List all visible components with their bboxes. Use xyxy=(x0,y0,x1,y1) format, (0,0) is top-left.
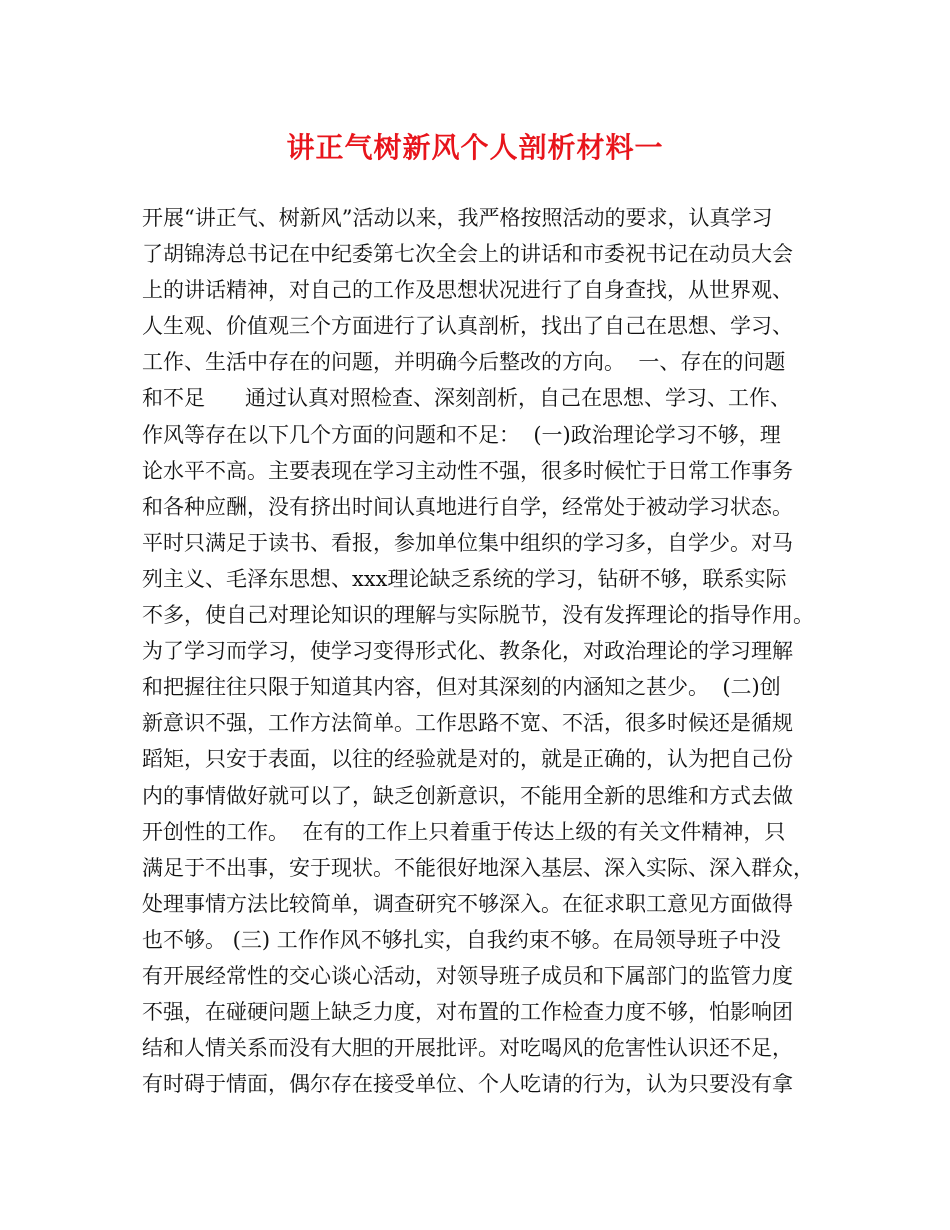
body-text-line: 不强，在碰硬问题上缺乏力度，对布置的工作检查力度不够，怕影响团 xyxy=(142,1000,793,1025)
body-text-line: 结和人情关系而没有大胆的开展批评。对吃喝风的危害性认识还不足， xyxy=(142,1036,793,1061)
body-text-line: 和不足 通过认真对照检查、深刻剖析，自己在思想、学习、工作、 xyxy=(142,386,792,411)
body-text-line: 了胡锦涛总书记在中纪委第七次全会上的讲话和市委祝书记在动员大会 xyxy=(142,242,793,267)
body-text-line: 作风等存在以下几个方面的问题和不足： (一)政治理论学习不够，理 xyxy=(142,422,781,447)
body-text-line: 为了学习而学习，使学习变得形式化、教条化，对政治理论的学习理解 xyxy=(142,639,793,664)
body-text-line: 平时只满足于读书、看报，参加单位集中组织的学习多，自学少。对马 xyxy=(142,530,793,555)
body-text-line: 人生观、价值观三个方面进行了认真剖析，找出了自己在思想、学习、 xyxy=(142,314,793,339)
body-text-line: 列主义、毛泽东思想、xxx理论缺乏系统的学习，钻研不够，联系实际 xyxy=(142,566,787,591)
body-text-line: 和把握往往只限于知道其内容，但对其深刻的内涵知之甚少。 (二)创 xyxy=(142,675,781,700)
body-text-line: 蹈矩，只安于表面，以往的经验就是对的，就是正确的，认为把自己份 xyxy=(142,747,793,772)
body-text-line: 内的事情做好就可以了，缺乏创新意识，不能用全新的思维和方式去做 xyxy=(142,783,793,808)
body-text-line: 新意识不强，工作方法简单。工作思路不宽、不活，很多时候还是循规 xyxy=(142,711,793,736)
body-text-line: 工作、生活中存在的问题，并明确今后整改的方向。 一、存在的问题 xyxy=(142,350,786,375)
body-text-line: 论水平不高。主要表现在学习主动性不强，很多时候忙于日常工作事务 xyxy=(142,458,793,483)
body-text-line: 处理事情方法比较简单，调查研究不够深入。在征求职工意见方面做得 xyxy=(142,891,793,916)
body-text-line: 和各种应酬，没有挤出时间认真地进行自学，经常处于被动学习状态。 xyxy=(142,494,793,519)
body-text-line: 有时碍于情面，偶尔存在接受单位、个人吃请的行为，认为只要没有拿 xyxy=(142,1072,793,1097)
body-text-line: 开展“讲正气、树新风”活动以来，我严格按照活动的要求，认真学习 xyxy=(142,206,773,230)
document-body xyxy=(142,200,842,1102)
body-text-line: 开创性的工作。 在有的工作上只着重于传达上级的有关文件精神，只 xyxy=(142,819,786,844)
body-text-line: 满足于不出事，安于现状。不能很好地深入基层、深入实际、深入群众， xyxy=(142,855,814,880)
body-text-line: 上的讲话精神，对自己的工作及思想状况进行了自身查找，从世界观、 xyxy=(142,278,793,303)
body-text-line: 有开展经常性的交心谈心活动，对领导班子成员和下属部门的监管力度 xyxy=(142,963,793,988)
body-text-line: 也不够。 (三) 工作作风不够扎实，自我约束不够。在局领导班子中没 xyxy=(142,927,781,952)
document-title: 讲正气树新风个人剖析材料一 xyxy=(286,131,664,164)
body-text-line: 不多，使自己对理论知识的理解与实际脱节，没有发挥理论的指导作用。 xyxy=(142,603,814,628)
